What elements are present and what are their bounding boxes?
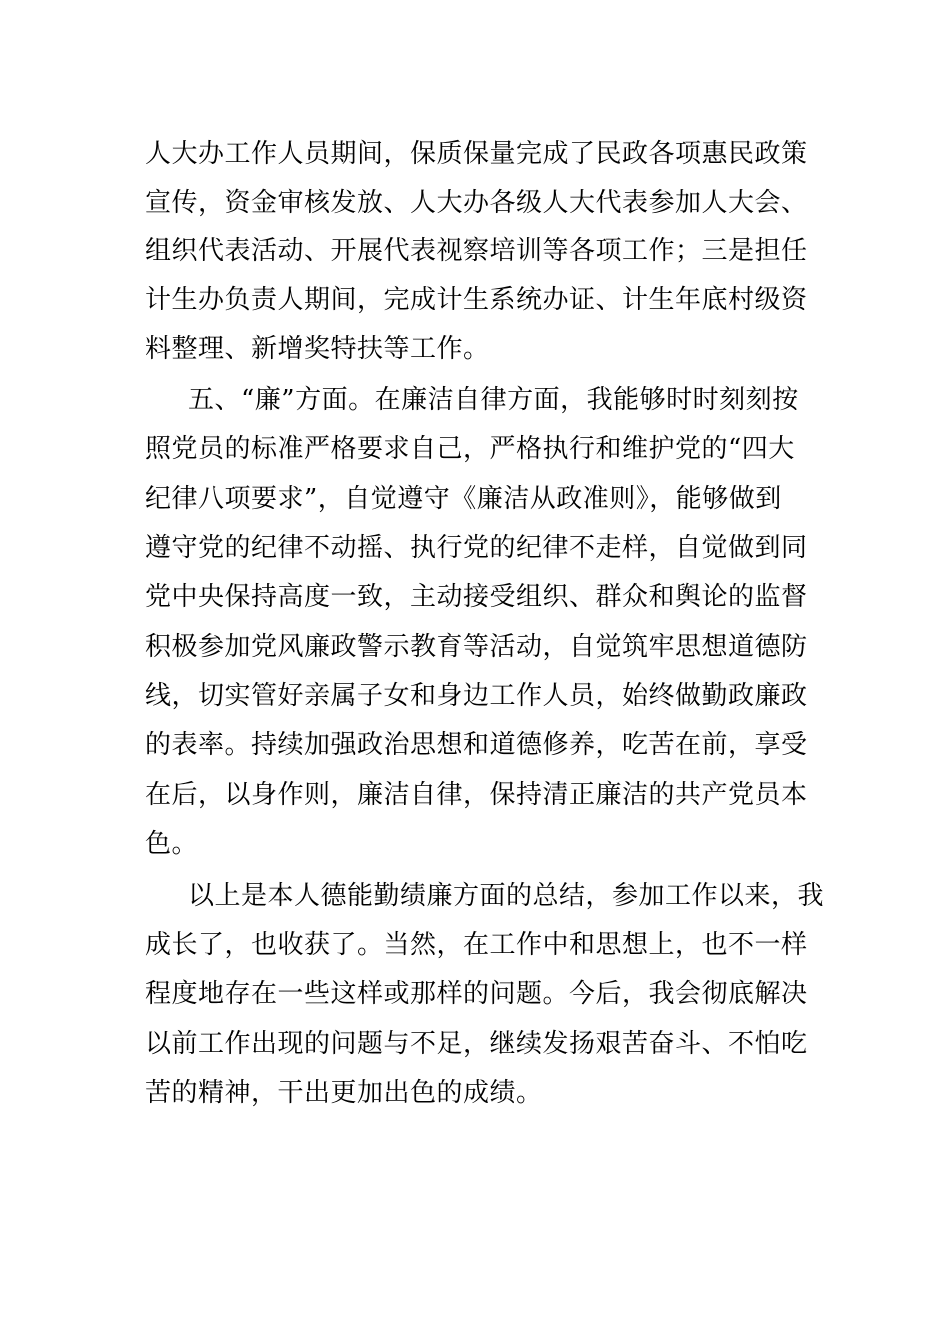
text-line: 苦的精神，干出更加出色的成绩。 — [145, 1078, 543, 1108]
text-line: 的表率。持续加强政治思想和道德修养，吃苦在前，享受 — [145, 730, 808, 760]
text-line: 人大办工作人员期间，保质保量完成了民政各项惠民政策 — [145, 139, 808, 169]
text-line: 遵守党的纪律不动摇、执行党的纪律不走样，自觉做到同 — [145, 533, 808, 563]
text-line: 纪律八项要求”，自觉遵守《廉洁从政准则》，能够做到 — [145, 484, 782, 514]
text-line: 党中央保持高度一致，主动接受组织、群众和舆论的监督 — [145, 582, 808, 612]
text-line: 程度地存在一些这样或那样的问题。今后，我会彻底解决 — [145, 979, 808, 1009]
text-line: 成长了，也收获了。当然，在工作中和思想上，也不一样 — [145, 930, 808, 960]
text-line: 以前工作出现的问题与不足，继续发扬艰苦奋斗、不怕吃 — [145, 1029, 808, 1059]
text-line: 积极参加党风廉政警示教育等活动，自觉筑牢思想道德防 — [145, 632, 808, 662]
text-line: 组织代表活动、开展代表视察培训等各项工作；三是担任 — [145, 236, 808, 266]
text-line: 料整理、新增奖特扶等工作。 — [145, 334, 490, 364]
text-line: 计生办负责人期间，完成计生系统办证、计生年底村级资 — [145, 285, 808, 315]
text-line: 色。 — [145, 829, 199, 859]
text-line: 宣传，资金审核发放、人大办各级人大代表参加人大会、 — [145, 188, 808, 218]
text-line: 照党员的标准严格要求自己，严格执行和维护党的“四大 — [145, 434, 795, 464]
paragraph-first-line: 以上是本人德能勤绩廉方面的总结，参加工作以来，我 — [188, 881, 825, 911]
paragraph-first-line: 五、“廉”方面。在廉洁自律方面，我能够时时刻刻按 — [188, 385, 799, 415]
text-line: 线，切实管好亲属子女和身边工作人员，始终做勤政廉政 — [145, 681, 808, 711]
text-line: 在后，以身作则，廉洁自律，保持清正廉洁的共产党员本 — [145, 780, 808, 810]
